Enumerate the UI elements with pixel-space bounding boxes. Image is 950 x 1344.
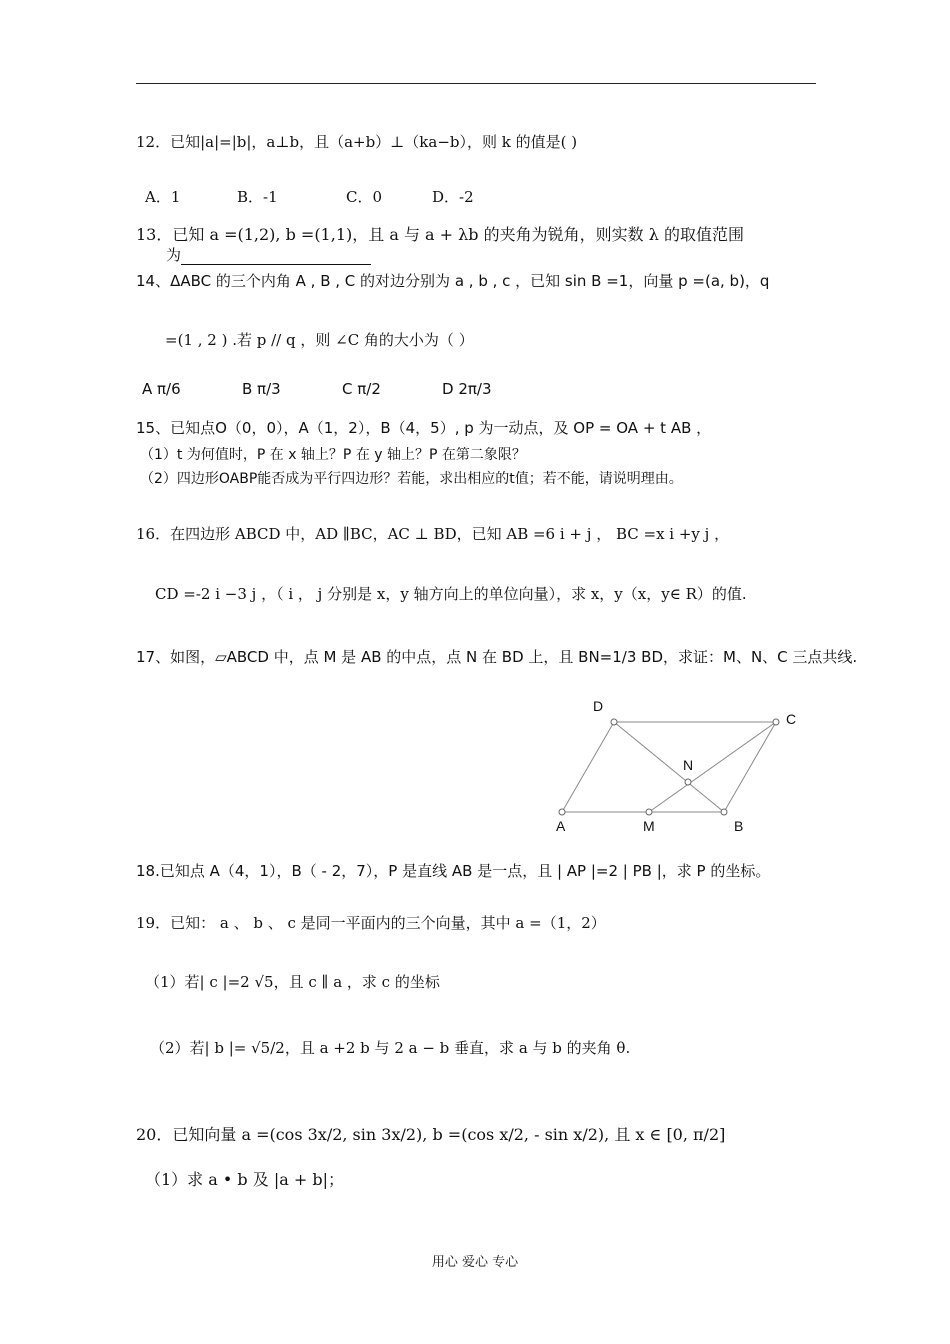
option-b: B π/3 <box>242 380 281 398</box>
question-12: 12．已知|a|=|b|，a⊥b，且（a+b）⊥（ka−b），则 k 的值是( ) <box>136 133 578 151</box>
figure-label-n: N <box>683 757 694 773</box>
question-14: 14、ΔABC 的三个内角 A , B , C 的对边分别为 a , b , c ，已知 sin B =1，向量 p =(a, b)，q <box>136 272 770 290</box>
question-15-part-2: （2）四边形OABP能否成为平行四边形？若能，求出相应的t值；若不能，请说明理由。 <box>140 471 683 487</box>
question-15: 15、已知点O（0，0），A（1，2），B（4，5）, p 为一动点，及 OP = OA + t AB ， <box>136 419 712 437</box>
option-a: A π/6 <box>142 380 181 398</box>
question-20-part-1: （1）求 a • b 及 |a + b|； <box>145 1170 344 1189</box>
question-15-part-1: （1）t 为何值时，P 在 x 轴上？P 在 y 轴上？P 在第二象限？ <box>140 447 526 463</box>
option-b: B．-1 <box>237 188 278 206</box>
question-16: 16．在四边形 ABCD 中，AD ∥BC，AC ⊥ BD，已知 AB =6 i + j ， BC =x i +y j ， <box>136 525 730 543</box>
figure-label-a: A <box>556 818 566 834</box>
figure-label-c: C <box>786 711 797 727</box>
question-20: 20．已知向量 a =(cos 3x/2, sin 3x/2), b =(cos x/2, - sin x/2), 且 x ∈ [0, π/2] <box>136 1125 726 1144</box>
option-c: C．0 <box>346 188 383 206</box>
question-17: 17、如图，▱ABCD 中，点 M 是 AB 的中点，点 N 在 BD 上，且 BN=1/3 BD，求证：M、N、C 三点共线. <box>136 648 858 666</box>
option-d: D 2π/3 <box>442 380 492 398</box>
question-16-cont: CD =-2 i −3 j ，（ i ， j 分别是 x，y 轴方向上的单位向量），求 x，y（x，y∈ R）的值. <box>155 585 747 603</box>
question-14-cont: =(1 , 2 ) .若 p // q ，则 ∠C 角的大小为（ ） <box>165 331 474 349</box>
page-footer: 用心 爱心 专心 <box>431 1255 519 1270</box>
option-a: A．1 <box>145 188 181 206</box>
figure-label-m: M <box>643 818 655 834</box>
figure-label-d: D <box>593 698 604 714</box>
question-13: 13．已知 a =(1,2), b =(1,1)，且 a 与 a + λb 的夹角为锐角，则实数 λ 的取值范围 <box>136 225 744 244</box>
option-c: C π/2 <box>342 380 381 398</box>
option-d: D．-2 <box>432 188 474 206</box>
question-19: 19．已知： a 、 b 、 c 是同一平面内的三个向量，其中 a =（1，2） <box>136 914 606 932</box>
question-19-part-2: （2）若| b |= √5/2，且 a +2 b 与 2 a − b 垂直，求 a 与 b 的夹角 θ. <box>150 1039 631 1057</box>
figure-label-b: B <box>734 818 744 834</box>
question-13-prefix: 为 <box>166 246 182 264</box>
question-19-part-1: （1）若| c |=2 √5，且 c ∥ a ，求 c 的坐标 <box>145 973 440 991</box>
question-18: 18.已知点 A（4，1），B（ - 2，7），P 是直线 AB 是一点，且 | AP |=2 | PB |，求 P 的坐标。 <box>136 862 771 880</box>
